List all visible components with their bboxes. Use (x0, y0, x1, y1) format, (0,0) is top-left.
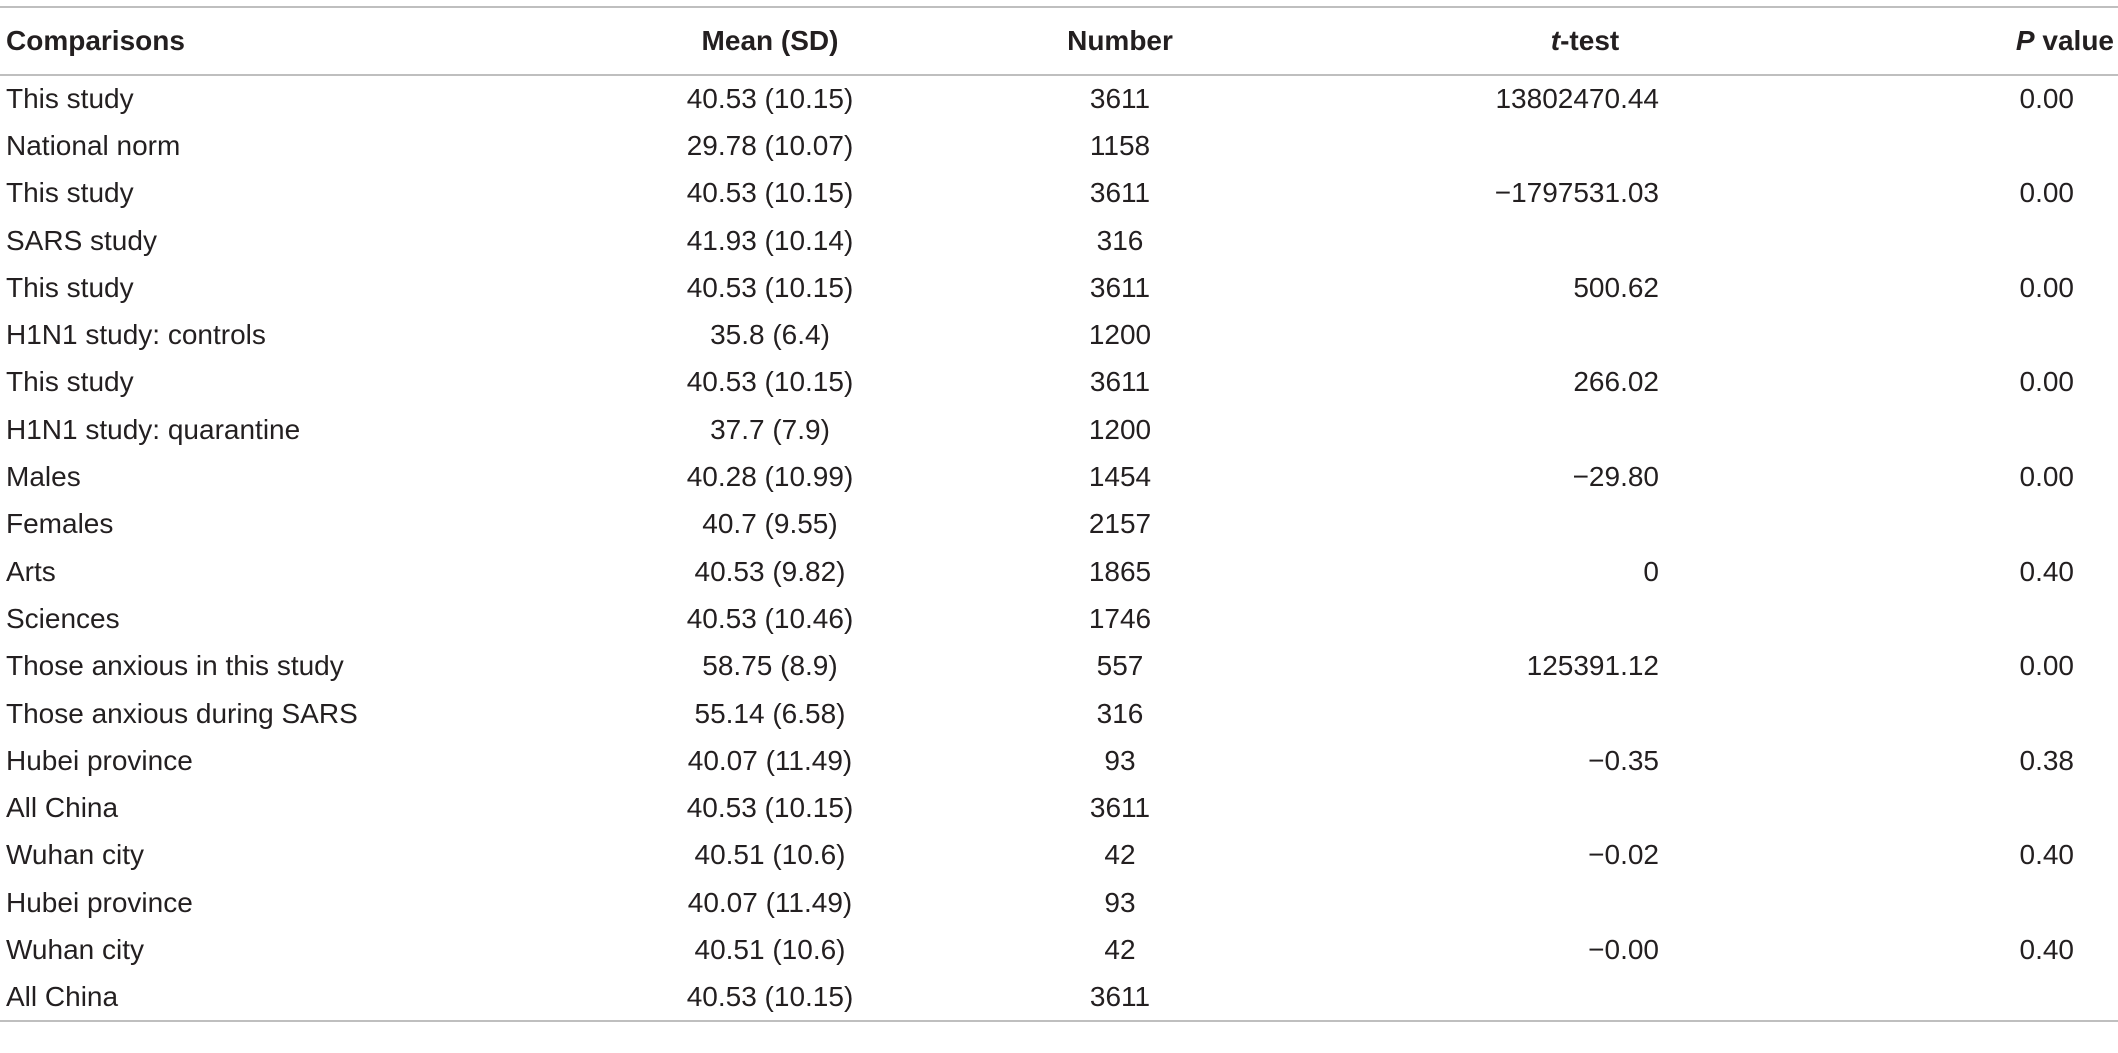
cell-pvalue: 0.00 (2019, 461, 2074, 493)
header-row (0, 7, 2118, 75)
cell-comparison: National norm (6, 129, 181, 161)
table-row (0, 548, 2118, 595)
cell-mean: 35.8 (6.4) (710, 319, 830, 351)
cell-number: 2157 (1088, 508, 1152, 540)
cell-number: 93 (1104, 744, 1136, 776)
cell-mean: 40.07 (11.49) (687, 886, 853, 918)
cell-pvalue (1780, 690, 2118, 737)
cell-comparison: SARS study (6, 224, 157, 256)
header-ttest-italic: t (1550, 25, 1561, 56)
cell-ttest (1320, 784, 1780, 831)
cell-number: 1200 (1088, 319, 1152, 351)
cell-mean: 40.53 (10.15) (686, 980, 854, 1012)
cell-ttest (1320, 974, 1780, 1021)
comparison-table (0, 6, 2118, 1022)
cell-ttest (1320, 595, 1780, 642)
cell-comparison: Wuhan city (6, 933, 144, 965)
cell-comparison: Wuhan city (6, 839, 144, 871)
cell-pvalue: 0.00 (2019, 177, 2074, 209)
cell-pvalue: 0.00 (2019, 650, 2074, 682)
cell-ttest (1320, 879, 1780, 926)
cell-number: 42 (1104, 933, 1136, 965)
cell-ttest: 125391.12 (1526, 650, 1659, 682)
cell-number: 1158 (1089, 129, 1151, 161)
cell-ttest: −29.80 (1572, 461, 1659, 493)
cell-comparison: This study (6, 271, 134, 303)
cell-number: 1865 (1088, 555, 1152, 587)
header-comparisons: Comparisons (6, 25, 185, 56)
table-row (0, 264, 2118, 311)
header-pvalue-italic: P (2015, 25, 2035, 56)
cell-comparison: Sciences (6, 602, 120, 634)
cell-number: 3611 (1089, 83, 1151, 115)
table-row (0, 122, 2118, 169)
table-row (0, 75, 2118, 122)
cell-pvalue (1780, 784, 2118, 831)
cell-ttest (1320, 690, 1780, 737)
cell-pvalue (1780, 122, 2118, 169)
cell-mean: 37.7 (7.9) (710, 413, 830, 445)
cell-ttest: −0.35 (1588, 744, 1659, 776)
cell-ttest (1320, 217, 1780, 264)
cell-number: 1200 (1088, 413, 1152, 445)
cell-number: 1746 (1088, 602, 1152, 634)
table-row (0, 311, 2118, 358)
header-ttest-rest: -test (1560, 25, 1620, 56)
table-row (0, 359, 2118, 406)
cell-ttest: 13802470.44 (1495, 83, 1659, 115)
header-ttest (1320, 7, 1780, 75)
cell-ttest (1320, 406, 1780, 453)
cell-pvalue: 0.38 (2019, 744, 2074, 776)
cell-mean: 55.14 (6.58) (694, 697, 846, 729)
cell-mean: 58.75 (8.9) (702, 650, 838, 682)
header-pvalue (1780, 7, 2118, 75)
header-number: Number (1067, 25, 1173, 56)
cell-mean: 41.93 (10.14) (686, 224, 854, 256)
cell-mean: 40.07 (11.49) (687, 744, 853, 776)
cell-comparison: Hubei province (6, 744, 193, 776)
table-row (0, 974, 2118, 1021)
cell-ttest: −1797531.03 (1494, 177, 1659, 209)
cell-ttest (1320, 501, 1780, 548)
cell-mean: 40.53 (10.15) (686, 366, 854, 398)
table-row (0, 784, 2118, 831)
cell-ttest (1320, 311, 1780, 358)
table-row (0, 453, 2118, 500)
cell-pvalue: 0.40 (2019, 839, 2074, 871)
cell-number: 3611 (1089, 980, 1151, 1012)
cell-ttest: −0.00 (1588, 933, 1659, 965)
cell-number: 3611 (1089, 366, 1151, 398)
table-header (0, 7, 2118, 75)
cell-comparison: Males (6, 461, 81, 493)
cell-pvalue (1780, 595, 2118, 642)
table-row (0, 737, 2118, 784)
cell-pvalue: 0.40 (2019, 933, 2074, 965)
cell-pvalue: 0.00 (2019, 83, 2074, 115)
cell-number: 3611 (1089, 792, 1151, 824)
header-mean: Mean (SD) (701, 25, 839, 56)
cell-comparison: H1N1 study: quarantine (6, 413, 301, 445)
cell-number: 42 (1104, 839, 1136, 871)
cell-pvalue: 0.00 (2019, 271, 2074, 303)
table-row (0, 501, 2118, 548)
cell-comparison: This study (6, 83, 134, 115)
cell-ttest (1320, 122, 1780, 169)
table-row (0, 170, 2118, 217)
cell-mean: 40.53 (10.46) (686, 602, 854, 634)
cell-mean: 29.78 (10.07) (686, 129, 854, 161)
cell-comparison: Hubei province (6, 886, 193, 918)
cell-mean: 40.53 (10.15) (686, 271, 854, 303)
cell-comparison: Females (6, 508, 114, 540)
cell-pvalue (1780, 311, 2118, 358)
table-row (0, 926, 2118, 973)
cell-pvalue: 0.00 (2019, 366, 2074, 398)
table-row (0, 690, 2118, 737)
cell-pvalue (1780, 974, 2118, 1021)
table-row (0, 217, 2118, 264)
table-row (0, 406, 2118, 453)
cell-comparison: All China (6, 980, 119, 1012)
cell-mean: 40.28 (10.99) (686, 461, 854, 493)
cell-ttest: −0.02 (1588, 839, 1659, 871)
cell-number: 316 (1096, 697, 1144, 729)
cell-pvalue: 0.40 (2019, 555, 2074, 587)
cell-number: 316 (1096, 224, 1144, 256)
table-row (0, 595, 2118, 642)
cell-comparison: This study (6, 177, 134, 209)
cell-comparison: All China (6, 792, 119, 824)
table-row (0, 643, 2118, 690)
cell-mean: 40.7 (9.55) (702, 508, 838, 540)
cell-number: 3611 (1089, 177, 1151, 209)
cell-comparison: This study (6, 366, 134, 398)
cell-ttest: 266.02 (1573, 366, 1659, 398)
cell-ttest: 0 (1643, 555, 1659, 587)
cell-mean: 40.51 (10.6) (694, 933, 846, 965)
cell-number: 93 (1104, 886, 1136, 918)
cell-mean: 40.53 (10.15) (686, 177, 854, 209)
cell-ttest: 500.62 (1573, 271, 1659, 303)
cell-comparison: Those anxious in this study (6, 650, 344, 682)
cell-comparison: Those anxious during SARS (6, 697, 358, 729)
table-body (0, 75, 2118, 1021)
cell-mean: 40.51 (10.6) (694, 839, 846, 871)
cell-comparison: Arts (6, 555, 56, 587)
cell-pvalue (1780, 879, 2118, 926)
cell-mean: 40.53 (10.15) (686, 83, 854, 115)
cell-pvalue (1780, 406, 2118, 453)
cell-mean: 40.53 (10.15) (686, 792, 854, 824)
cell-number: 557 (1096, 650, 1144, 682)
table-row (0, 879, 2118, 926)
cell-pvalue (1780, 217, 2118, 264)
cell-mean: 40.53 (9.82) (694, 555, 846, 587)
header-pvalue-rest: value (2034, 25, 2114, 56)
cell-number: 3611 (1089, 271, 1151, 303)
table-row (0, 832, 2118, 879)
cell-pvalue (1780, 501, 2118, 548)
cell-number: 1454 (1088, 461, 1152, 493)
cell-comparison: H1N1 study: controls (6, 319, 266, 351)
